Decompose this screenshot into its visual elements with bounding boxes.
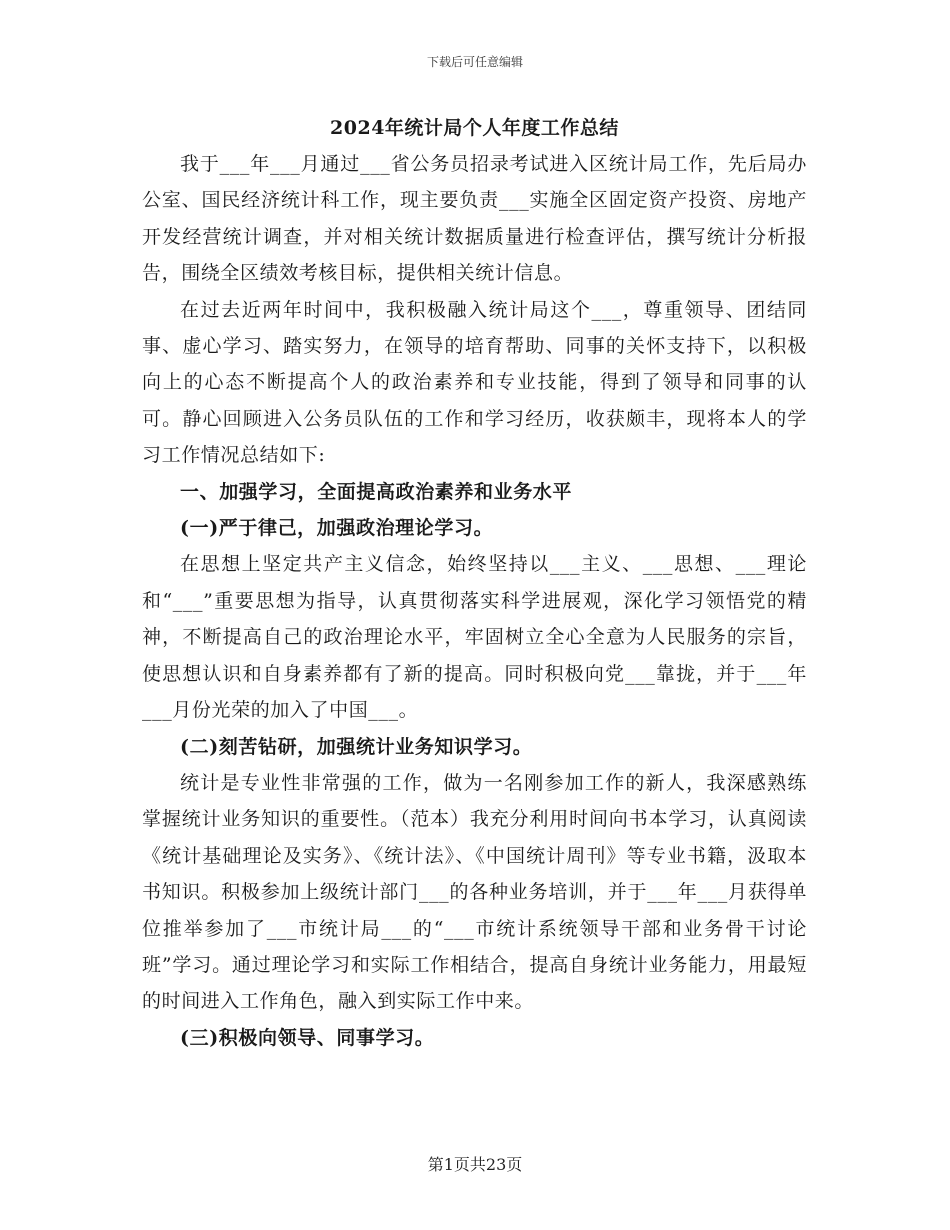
- political-study-paragraph: 在思想上坚定共产主义信念，始终坚持以___主义、___思想、___理论和“___”重要思想为指导，认真贯彻落实科学进展观，深化学习领悟党的精神，不断提高自己的政治理论水平，牢固树立全心全意为人民服务的宗旨，使思想认识和自身素养都有了新的提高。同时积极向党___靠拢，并于___年___月份光荣的加入了中国___。: [142, 553, 807, 722]
- page-footer: 第1页共23页: [427, 1155, 523, 1174]
- business-study-paragraph: 统计是专业性非常强的工作，做为一名刚参加工作的新人，我深感熟练掌握统计业务知识的重要性。（范本）我充分利用时间向书本学习，认真阅读《统计基础理论及实务》、《统计法》、《中国统计周刊》等专业书籍，汲取本书知识。积极参加上级统计部门___的各种业务培训，并于___年___月获得单位推举参加了___市统计局___的“___市统计系统领导干部和业务骨干讨论班”学习。通过理论学习和实际工作相结合，提高自身统计业务能力，用最短的时间进入工作角色，融入到实际工作中来。: [142, 771, 807, 1013]
- subsection-heading-2: (二)刻苦钻研，加强统计业务知识学习。: [180, 735, 533, 758]
- subsection-heading-1: (一)严于律己，加强政治理论学习。: [180, 517, 494, 540]
- document-title: 2024年统计局个人年度工作总结: [330, 117, 619, 139]
- page-header: 下载后可任意编辑: [426, 55, 523, 69]
- document-body: [142, 112, 807, 1056]
- subsection-heading-3: (三)积极向领导、同事学习。: [180, 1026, 435, 1049]
- review-paragraph: 在过去近两年时间中，我积极融入统计局这个___，尊重领导、团结同事、虚心学习、踏实努力，在领导的培育帮助、同事的关怀支持下，以积极向上的心态不断提高个人的政治素养和专业技能，得到了领导和同事的认可。静心回顾进入公务员队伍的工作和学习经历，收获颇丰，现将本人的学习工作情况总结如下:: [142, 298, 807, 467]
- intro-paragraph: 我于___年___月通过___省公务员招录考试进入区统计局工作，先后局办公室、国民经济统计科工作，现主要负责___实施全区固定资产投资、房地产开发经营统计调查，并对相关统计数据质量进行检查评估，撰写统计分析报告，围绕全区绩效考核目标，提供相关统计信息。: [142, 153, 807, 285]
- section-heading-1: 一、加强学习，全面提高政治素养和业务水平: [180, 480, 573, 503]
